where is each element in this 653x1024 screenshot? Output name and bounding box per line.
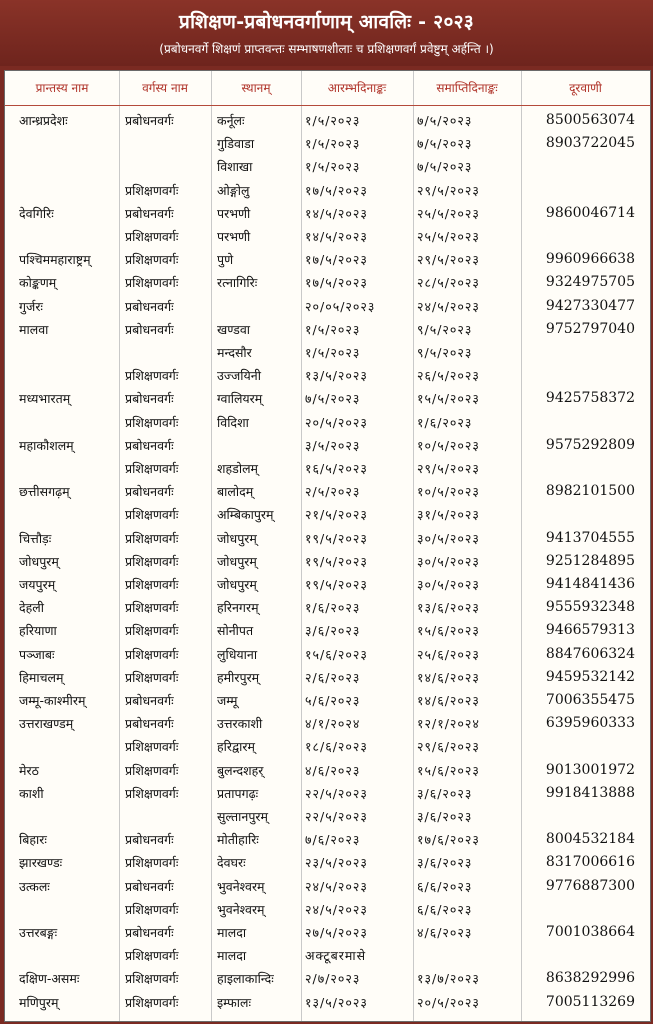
varg-cell: प्रशिक्षणवर्गः xyxy=(125,229,179,244)
table-row xyxy=(5,689,650,712)
sthan-cell: अम्बिकापुरम् xyxy=(217,507,274,523)
varg-cell: प्रबोधनवर्गः xyxy=(125,832,174,848)
phone-cell xyxy=(523,411,635,434)
end-date-cell: २५/५/२०२३ xyxy=(417,205,480,221)
phone-cell: 8903722045 xyxy=(545,135,635,152)
sthan-cell: भुवनेश्वरम् xyxy=(217,878,265,894)
table-row xyxy=(5,527,650,550)
table-row xyxy=(5,828,650,851)
phone-cell xyxy=(523,735,635,758)
varg-cell: प्रबोधनवर्गः xyxy=(125,484,174,500)
varg-cell: प्रबोधनवर्गः xyxy=(125,205,174,221)
sthan-cell: सोनीपत xyxy=(217,623,254,639)
end-date-cell: ४/६/२०२३ xyxy=(417,925,473,940)
varg-cell xyxy=(125,805,217,828)
start-date-cell: ४/१/२०२४ xyxy=(305,716,361,732)
sthan-cell: मन्दसौर xyxy=(217,345,252,360)
sthan-cell: देवघरः xyxy=(217,855,246,871)
table-row xyxy=(5,619,650,642)
prant-cell xyxy=(19,457,129,480)
table-row xyxy=(5,318,650,341)
table-row xyxy=(5,109,650,132)
varg-cell: प्रशिक्षणवर्गः xyxy=(125,368,179,384)
end-date-cell: १२/१/२०२४ xyxy=(417,716,480,732)
sthan-cell: हरिनगरम् xyxy=(217,600,259,616)
start-date-cell: २/५/२०२३ xyxy=(305,484,361,500)
table-row xyxy=(5,202,650,225)
table-row xyxy=(5,666,650,689)
start-date-cell: १७/५/२०२३ xyxy=(305,182,368,198)
prant-cell xyxy=(19,805,129,828)
table-row xyxy=(5,782,650,805)
start-date-cell: २/६/२०२३ xyxy=(305,669,361,685)
sthan-cell: मालदा xyxy=(217,948,247,964)
start-date-cell: २०/०५/२०२३ xyxy=(305,298,376,314)
start-date-cell: १३/५/२०२३ xyxy=(305,994,368,1010)
table-row xyxy=(5,573,650,596)
start-date-cell: २४/५/२०२३ xyxy=(305,901,368,917)
start-date-cell: ५/६/२०२३ xyxy=(305,693,361,708)
sthan-cell: ग्वालियरम् xyxy=(217,391,263,407)
varg-cell: प्रशिक्षणवर्गः xyxy=(125,577,179,592)
table-row xyxy=(5,271,650,294)
end-date-cell: ७/५/२०२३ xyxy=(417,136,473,152)
start-date-cell: ३/६/२०२३ xyxy=(305,623,361,639)
end-date-cell: १०/५/२०२३ xyxy=(417,484,480,500)
start-date-cell: १७/५/२०२३ xyxy=(305,252,368,268)
end-date-cell: ९/५/२०२३ xyxy=(417,321,473,337)
start-date-cell: १/५/२०२३ xyxy=(305,321,361,337)
varg-cell xyxy=(125,155,217,178)
varg-cell: प्रशिक्षणवर्गः xyxy=(125,994,179,1010)
table-row xyxy=(5,457,650,480)
phone-cell: 9960966638 xyxy=(545,251,635,268)
phone-cell xyxy=(523,457,635,480)
end-date-cell: ३०/५/२०२३ xyxy=(417,530,480,546)
start-date-cell: १४/५/२०२३ xyxy=(305,205,368,221)
table-row xyxy=(5,503,650,526)
varg-cell: प्रबोधनवर्गः xyxy=(125,693,174,708)
table-row xyxy=(5,967,650,990)
varg-cell: प्रशिक्षणवर्गः xyxy=(125,762,179,778)
varg-cell: प्रशिक्षणवर्गः xyxy=(125,855,179,871)
phone-cell xyxy=(523,805,635,828)
prant-cell: जोधपुरम् xyxy=(19,553,59,569)
table-row xyxy=(5,921,650,944)
table-header xyxy=(5,71,650,106)
schedule-table xyxy=(4,70,651,1022)
phone-cell: 9459532142 xyxy=(545,668,635,685)
varg-cell: प्रशिक्षणवर्गः xyxy=(125,669,179,685)
prant-cell: जम्मू-काश्मीरम् xyxy=(19,693,86,708)
sthan-cell: विशाखा xyxy=(217,159,253,175)
varg-cell: प्रबोधनवर्गः xyxy=(125,391,174,407)
phone-cell: 8638292996 xyxy=(545,970,635,987)
varg-cell: प्रशिक्षणवर्गः xyxy=(125,901,179,917)
sthan-cell: परभणी xyxy=(217,205,251,221)
end-date-cell: ७/५/२०२३ xyxy=(417,113,473,128)
prant-cell: मध्यभारतम् xyxy=(19,391,71,407)
varg-cell: प्रशिक्षणवर्गः xyxy=(125,600,179,616)
end-date-cell xyxy=(417,944,525,967)
start-date-cell: १७/५/२०२३ xyxy=(305,275,368,291)
sthan-cell: हरिद्वारम् xyxy=(217,739,256,755)
table-row xyxy=(5,991,650,1014)
varg-cell: प्रशिक्षणवर्गः xyxy=(125,948,179,964)
sthan-cell: लुधियाना xyxy=(217,646,258,662)
table-row xyxy=(5,875,650,898)
table-row xyxy=(5,851,650,874)
phone-cell: 8500563074 xyxy=(545,112,635,128)
prant-cell: मणिपुरम् xyxy=(19,994,59,1010)
prant-cell: बिहारः xyxy=(19,832,47,848)
prant-cell: उत्तरबङ्गः xyxy=(19,925,58,940)
phone-cell xyxy=(523,225,635,248)
sthan-cell: सुल्तानपुरम् xyxy=(217,809,269,824)
phone-cell: 6395960333 xyxy=(545,715,635,732)
varg-cell: प्रबोधनवर्गः xyxy=(125,437,174,453)
prant-cell: काशी xyxy=(19,785,44,801)
sthan-cell: गुडिवाडा xyxy=(217,136,255,152)
sthan-cell: मोतीहारिः xyxy=(217,832,259,848)
end-date-cell: १५/६/२०२३ xyxy=(417,623,480,639)
prant-cell: पञ्जाबः xyxy=(19,646,55,662)
end-date-cell: २८/५/२०२३ xyxy=(417,275,480,291)
sthan-cell: भुवनेश्वरम् xyxy=(217,901,265,917)
end-date-cell: २६/५/२०२३ xyxy=(417,368,480,384)
start-date-cell: १४/५/२०२३ xyxy=(305,229,368,244)
varg-cell: प्रशिक्षणवर्गः xyxy=(125,553,179,569)
end-date-cell: ३/६/२०२३ xyxy=(417,809,473,824)
end-date-cell: १५/५/२०२३ xyxy=(417,391,480,407)
table-row xyxy=(5,434,650,457)
table-row xyxy=(5,550,650,573)
phone-cell: 9425758372 xyxy=(545,390,635,407)
prant-cell: दक्षिण-असमः xyxy=(19,971,80,987)
prant-cell xyxy=(19,341,129,364)
sthan-cell: बुलन्दशहर् xyxy=(217,762,264,778)
phone-cell: 7001038664 xyxy=(545,924,635,940)
prant-cell: मालवा xyxy=(19,321,49,337)
phone-cell xyxy=(523,341,635,364)
phone-cell: 9414841436 xyxy=(545,576,635,592)
phone-cell xyxy=(523,898,635,921)
end-date-cell: २५/६/२०२३ xyxy=(417,646,480,662)
end-date-cell: ७/५/२०२३ xyxy=(417,159,473,175)
end-date-cell: ३/६/२०२३ xyxy=(417,785,473,801)
table-row xyxy=(5,480,650,503)
start-date-cell: २४/५/२०२३ xyxy=(305,878,368,894)
start-date-cell: २/७/२०२३ xyxy=(305,971,361,987)
phone-cell: 7006355475 xyxy=(545,692,635,708)
prant-cell: झारखण्डः xyxy=(19,855,63,871)
prant-cell: देहली xyxy=(19,600,44,616)
end-date-cell: ३०/५/२०२३ xyxy=(417,553,480,569)
end-date-cell: २४/५/२०२३ xyxy=(417,298,480,314)
sthan-cell: रत्नागिरिः xyxy=(217,275,258,291)
prant-cell xyxy=(19,155,129,178)
prant-cell xyxy=(19,898,129,921)
start-date-cell: २२/५/२०२३ xyxy=(305,809,368,824)
start-date-cell: २०/५/२०२३ xyxy=(305,414,368,430)
end-date-cell: १४/६/२०२३ xyxy=(417,693,480,708)
end-date-cell: १/६/२०२३ xyxy=(417,414,473,430)
varg-cell: प्रशिक्षणवर्गः xyxy=(125,646,179,662)
varg-cell xyxy=(125,132,217,155)
phone-cell: 9013001972 xyxy=(545,761,635,778)
end-date-cell: २०/५/२०२३ xyxy=(417,994,480,1010)
prant-cell: कोङ्कणम् xyxy=(19,275,57,291)
varg-cell: प्रशिक्षणवर्गः xyxy=(125,530,179,546)
end-date-cell: ९/५/२०२३ xyxy=(417,345,473,360)
start-date-cell: २३/५/२०२३ xyxy=(305,855,368,871)
table-row xyxy=(5,179,650,202)
start-date-cell: २२/५/२०२३ xyxy=(305,785,368,801)
prant-cell: उत्तराखण्डम् xyxy=(19,716,74,732)
start-date-cell: १९/५/२०२३ xyxy=(305,577,368,592)
phone-cell: 9555932348 xyxy=(545,599,635,616)
varg-cell xyxy=(125,341,217,364)
sthan-cell: कर्नूलः xyxy=(217,113,245,128)
prant-cell xyxy=(19,944,129,967)
varg-cell: प्रशिक्षणवर्गः xyxy=(125,507,179,523)
varg-cell: प्रबोधनवर्गः xyxy=(125,321,174,337)
end-date-cell: २९/५/२०२३ xyxy=(417,182,480,198)
sthan-cell: बालोदम् xyxy=(217,484,254,500)
varg-cell: प्रशिक्षणवर्गः xyxy=(125,623,179,639)
table-row xyxy=(5,805,650,828)
phone-cell: 9251284895 xyxy=(545,552,635,569)
sthan-cell: उत्तरकाशी xyxy=(217,716,263,732)
page-subtitle: (प्रबोधनवर्गे शिक्षणं प्राप्तवन्तः सम्भाषणशीलाः च प्रशिक्षणवर्गं प्रवेष्टुम् अर्हन्ति ।) xyxy=(159,42,494,56)
table-row xyxy=(5,411,650,434)
sthan-cell: जोधपुरम् xyxy=(217,553,257,569)
table-row xyxy=(5,248,650,271)
phone-cell: 8317006616 xyxy=(545,854,635,871)
sthan-cell: जोधपुरम् xyxy=(217,577,257,592)
sthan-cell: प्रतापगढ़ः xyxy=(217,785,259,801)
start-date-cell: २७/५/२०२३ xyxy=(305,925,368,940)
sthan-cell: शहडोलम् xyxy=(217,461,259,476)
prant-cell xyxy=(19,132,129,155)
page-header xyxy=(0,0,653,66)
varg-cell: प्रशिक्षणवर्गः xyxy=(125,275,179,291)
start-date-cell: १९/५/२०२३ xyxy=(305,553,368,569)
varg-cell: प्रशिक्षणवर्गः xyxy=(125,414,179,430)
phone-cell: 8004532184 xyxy=(545,831,635,848)
sthan-cell: इम्फालः xyxy=(217,994,252,1010)
start-date-cell: १५/६/२०२३ xyxy=(305,646,368,662)
end-date-cell: २९/५/२०२३ xyxy=(417,461,480,476)
phone-cell: 9324975705 xyxy=(545,274,635,291)
header-sthan: स्थानम् xyxy=(241,81,271,95)
end-date-cell: २९/६/२०२३ xyxy=(417,739,480,755)
sthan-cell: परभणी xyxy=(217,229,251,244)
start-date-cell: १/५/२०२३ xyxy=(305,113,361,128)
prant-cell xyxy=(19,225,129,248)
start-date-cell: १९/५/२०२३ xyxy=(305,530,368,546)
sthan-cell: पुणे xyxy=(217,252,234,268)
phone-cell: 9752797040 xyxy=(545,320,635,337)
prant-cell: देवगिरिः xyxy=(19,205,54,221)
varg-cell: प्रबोधनवर्गः xyxy=(125,716,174,732)
start-date-cell: ४/६/२०२३ xyxy=(305,762,361,778)
table-row xyxy=(5,132,650,155)
phone-cell: 8847606324 xyxy=(545,645,635,662)
sthan-cell: हमीरपुरम् xyxy=(217,669,260,685)
table-row xyxy=(5,387,650,410)
sthan-cell: हाइलाकान्दिः xyxy=(217,971,274,987)
prant-cell xyxy=(19,503,129,526)
header-end-date: समाप्तिदिनाङ्कः xyxy=(436,81,498,95)
prant-cell: हिमाचलम् xyxy=(19,669,64,685)
phone-cell xyxy=(523,179,635,202)
table-row xyxy=(5,155,650,178)
phone-cell: 9575292809 xyxy=(545,436,635,453)
end-date-cell: १३/६/२०२३ xyxy=(417,600,480,616)
header-phone: दूरवाणी xyxy=(569,81,602,95)
table-row xyxy=(5,712,650,735)
end-date-cell: ३०/५/२०२३ xyxy=(417,577,480,592)
prant-cell xyxy=(19,364,129,387)
prant-cell xyxy=(19,735,129,758)
start-date-cell: १३/५/२०२३ xyxy=(305,368,368,384)
varg-cell: प्रशिक्षणवर्गः xyxy=(125,461,179,476)
varg-cell: प्रशिक्षणवर्गः xyxy=(125,785,179,801)
varg-cell: प्रशिक्षणवर्गः xyxy=(125,252,179,268)
start-date-cell: १/५/२०२३ xyxy=(305,345,361,360)
sthan-cell xyxy=(217,434,307,457)
start-date-cell: १६/५/२०२३ xyxy=(305,461,368,476)
phone-cell xyxy=(523,503,635,526)
sthan-cell xyxy=(217,295,307,318)
prant-cell: आन्ध्रप्रदेशः xyxy=(19,113,68,128)
prant-cell: गुर्जरः xyxy=(19,298,43,314)
sthan-cell: खण्डवा xyxy=(217,321,251,337)
end-date-cell: २९/५/२०२३ xyxy=(417,252,480,268)
start-date-cell: अक्टूबरमासे xyxy=(305,948,367,964)
prant-cell: महाकौशलम् xyxy=(19,437,74,453)
header-start-date: आरम्भदिनाङ्कः xyxy=(327,81,387,95)
phone-cell xyxy=(523,155,635,178)
header-varg: वर्गस्य नाम xyxy=(142,81,188,95)
varg-cell: प्रशिक्षणवर्गः xyxy=(125,182,179,198)
varg-cell: प्रशिक्षणवर्गः xyxy=(125,739,179,755)
start-date-cell: १/६/२०२३ xyxy=(305,600,361,616)
varg-cell: प्रशिक्षणवर्गः xyxy=(125,971,179,987)
varg-cell: प्रबोधनवर्गः xyxy=(125,113,174,128)
varg-cell: प्रबोधनवर्गः xyxy=(125,298,174,314)
table-row xyxy=(5,643,650,666)
prant-cell: जयपुरम् xyxy=(19,577,56,592)
prant-cell: चित्तौड़ः xyxy=(19,530,52,546)
table-row xyxy=(5,735,650,758)
prant-cell: पश्चिममहाराष्ट्रम् xyxy=(19,252,91,268)
table-row xyxy=(5,596,650,619)
prant-cell: उत्कलः xyxy=(19,878,50,894)
start-date-cell: ७/५/२०२३ xyxy=(305,391,361,407)
phone-cell xyxy=(523,364,635,387)
start-date-cell: ७/६/२०२३ xyxy=(305,832,361,848)
start-date-cell: १८/६/२०२३ xyxy=(305,739,368,755)
end-date-cell: १३/७/२०२३ xyxy=(417,971,480,987)
phone-cell xyxy=(523,944,635,967)
end-date-cell: ६/६/२०२३ xyxy=(417,878,473,894)
prant-cell: छत्तीसगढ़म् xyxy=(19,484,70,500)
prant-cell: मेरठ xyxy=(19,762,39,778)
table-row xyxy=(5,225,650,248)
prant-cell: हरियाणा xyxy=(19,623,57,639)
table-row xyxy=(5,898,650,921)
end-date-cell: १७/६/२०२३ xyxy=(417,832,480,848)
phone-cell: 9918413888 xyxy=(545,784,635,801)
sthan-cell: उज्जयिनी xyxy=(217,368,261,384)
table-row xyxy=(5,364,650,387)
phone-cell: 9776887300 xyxy=(545,877,635,894)
table-row xyxy=(5,759,650,782)
sthan-cell: जोधपुरम् xyxy=(217,530,257,546)
header-prant: प्रान्तस्य नाम xyxy=(35,81,89,95)
phone-cell: 9860046714 xyxy=(545,204,635,221)
end-date-cell: ३१/५/२०२३ xyxy=(417,507,480,523)
sthan-cell: विदिशा xyxy=(217,414,249,430)
start-date-cell: १/५/२०२३ xyxy=(305,136,361,152)
prant-cell xyxy=(19,411,129,434)
table-row xyxy=(5,295,650,318)
phone-cell: 9466579313 xyxy=(545,622,635,639)
end-date-cell: १४/६/२०२३ xyxy=(417,669,480,685)
varg-cell: प्रबोधनवर्गः xyxy=(125,925,174,940)
phone-cell: 8982101500 xyxy=(545,483,635,500)
page-title: प्रशिक्षण-प्रबोधनवर्गाणाम् आवलिः - २०२३ xyxy=(179,11,474,33)
sthan-cell: मालदा xyxy=(217,925,247,940)
end-date-cell: २५/५/२०२३ xyxy=(417,229,480,244)
end-date-cell: ३/६/२०२३ xyxy=(417,855,473,871)
phone-cell: 9413704555 xyxy=(545,529,635,546)
table-row xyxy=(5,944,650,967)
sthan-cell: ओङ्गोलु xyxy=(217,182,250,198)
phone-cell: 7005113269 xyxy=(545,993,635,1010)
varg-cell: प्रबोधनवर्गः xyxy=(125,878,174,894)
prant-cell xyxy=(19,179,129,202)
table-row xyxy=(5,341,650,364)
start-date-cell: २१/५/२०२३ xyxy=(305,507,368,523)
start-date-cell: ३/५/२०२३ xyxy=(305,437,361,453)
phone-cell: 9427330477 xyxy=(545,297,635,314)
sthan-cell: जम्मू xyxy=(217,693,238,708)
end-date-cell: १५/६/२०२३ xyxy=(417,762,480,778)
end-date-cell: ६/६/२०२३ xyxy=(417,901,473,917)
end-date-cell: १०/५/२०२३ xyxy=(417,437,480,453)
start-date-cell: १/५/२०२३ xyxy=(305,159,361,175)
